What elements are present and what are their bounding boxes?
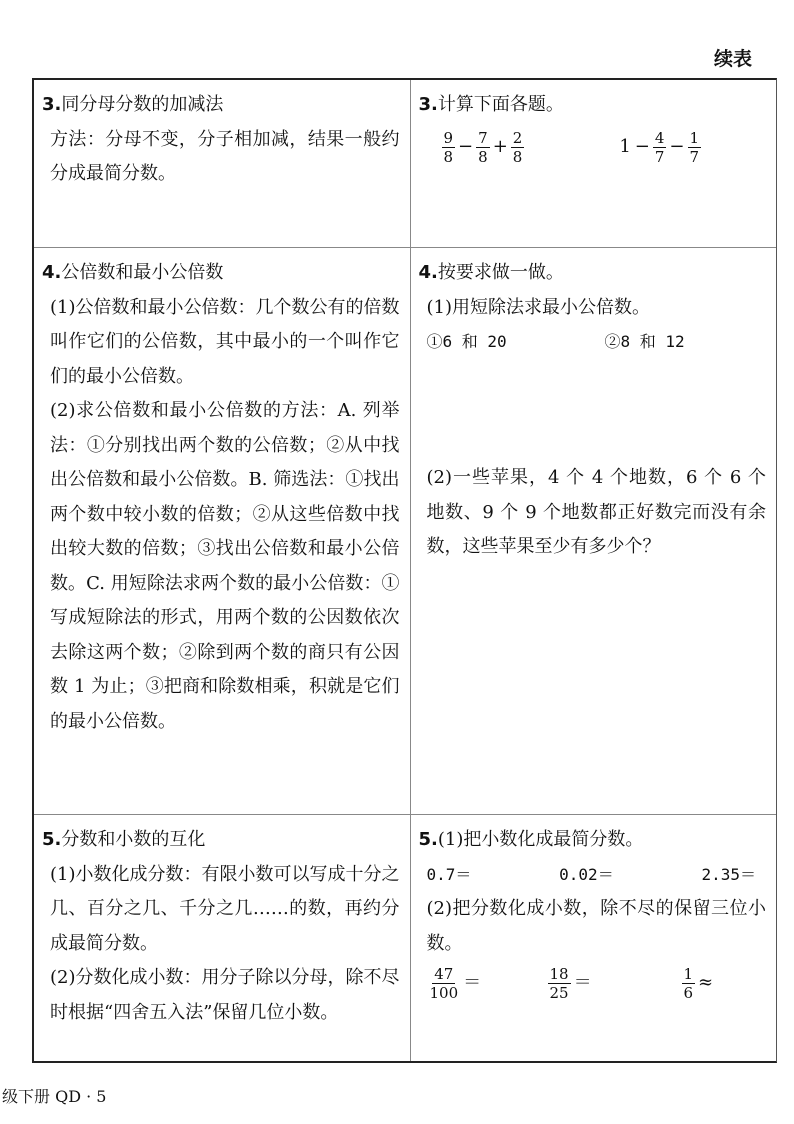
knowledge-exercise-table [32,78,777,1063]
item-6-20: ①6 和 20 [426,332,507,351]
expression-2: 1 − $\frac{4}{7}$ − $\frac{1}{7}$ [619,128,700,166]
question-1: (1)用短除法求最小公倍数。 [426,296,650,318]
knowledge-cell [34,248,411,814]
expression-1: $\frac{9}{8}$ − $\frac{7}{8}$ + $\frac{2}{8}$ [443,128,523,166]
knowledge-cell [34,80,411,247]
exercise-title: 3.计算下面各题。 [418,94,564,115]
definition-text: (1)公倍数和最小公倍数：几个数公有的倍数叫作它们的公倍数，其中最小的一个叫作它们的最小公倍数。 [50,296,400,387]
fraction-18-25: $\frac{18}{25}$ ＝ [549,965,592,1002]
page-footer: 级下册 QD · 5 [2,1087,107,1106]
exercise-cell [411,248,777,814]
decimal-0-7: 0.7＝ [426,864,472,884]
fraction-1-6: $\frac{1}{6}$ ≈ [683,965,714,1002]
method-text: (2)求公倍数和最小公倍数的方法：A. 列举法：①分别找出两个数的公倍数；②从中找出公倍数和最小公倍数。B. 筛选法：①找出两个数中较小数的倍数；②从这些倍数中找出较大数的倍数；③找出公倍数和最小公倍数。C. 用短除法求两个数的最小公倍数：①写成短除法的形式，用两个数的公因数依次去除这两个数；②除到两个数的商只有公因数 1 为止；③把商和除数相乘，积就是它们的最小公倍数。 [50,400,400,732]
decimal-to-fraction-text: (1)小数化成分数：有限小数可以写成十分之几、百分之几、千分之几……的数，再约分成最简分数。 [50,863,400,954]
section-title: 3.同分母分数的加减法 [42,94,224,115]
table-row [34,80,776,248]
section-title: 4.公倍数和最小公倍数 [42,262,224,283]
table-row [34,248,776,815]
decimal-items [419,858,767,893]
fraction-items [419,965,767,1002]
continued-table-label: 续表 [713,48,752,70]
exercise-title: 5.(1)把小数化成最简分数。 [418,829,644,850]
method-text: 方法：分母不变，分子相加减，结果一般约分成最简分数。 [50,128,400,184]
table-row [34,815,776,1061]
decimal-0-02: 0.02＝ [559,864,614,884]
fraction-47-100: $\frac{47}{100}$ ＝ [429,965,482,1002]
item-8-12: ②8 和 12 [604,332,685,351]
knowledge-cell [34,815,411,1061]
exercise-title: 4.按要求做一做。 [418,262,564,283]
question-2: (2)一些苹果，4 个 4 个地数，6 个 6 个地数、9 个 9 个地数都正好数完而没有余数，这些苹果至少有多少个？ [426,467,766,557]
exercise-cell [411,815,777,1061]
exercise-cell [411,80,777,247]
decimal-2-35: 2.35＝ [701,864,756,884]
section-title: 5.分数和小数的互化 [42,829,206,850]
question-2: (2)把分数化成小数，除不尽的保留三位小数。 [426,898,766,954]
question-1-items [419,325,767,359]
expression-row [419,129,767,166]
fraction-to-decimal-text: (2)分数化成小数：用分子除以分母，除不尽时根据“四舍五入法”保留几位小数。 [50,967,400,1023]
